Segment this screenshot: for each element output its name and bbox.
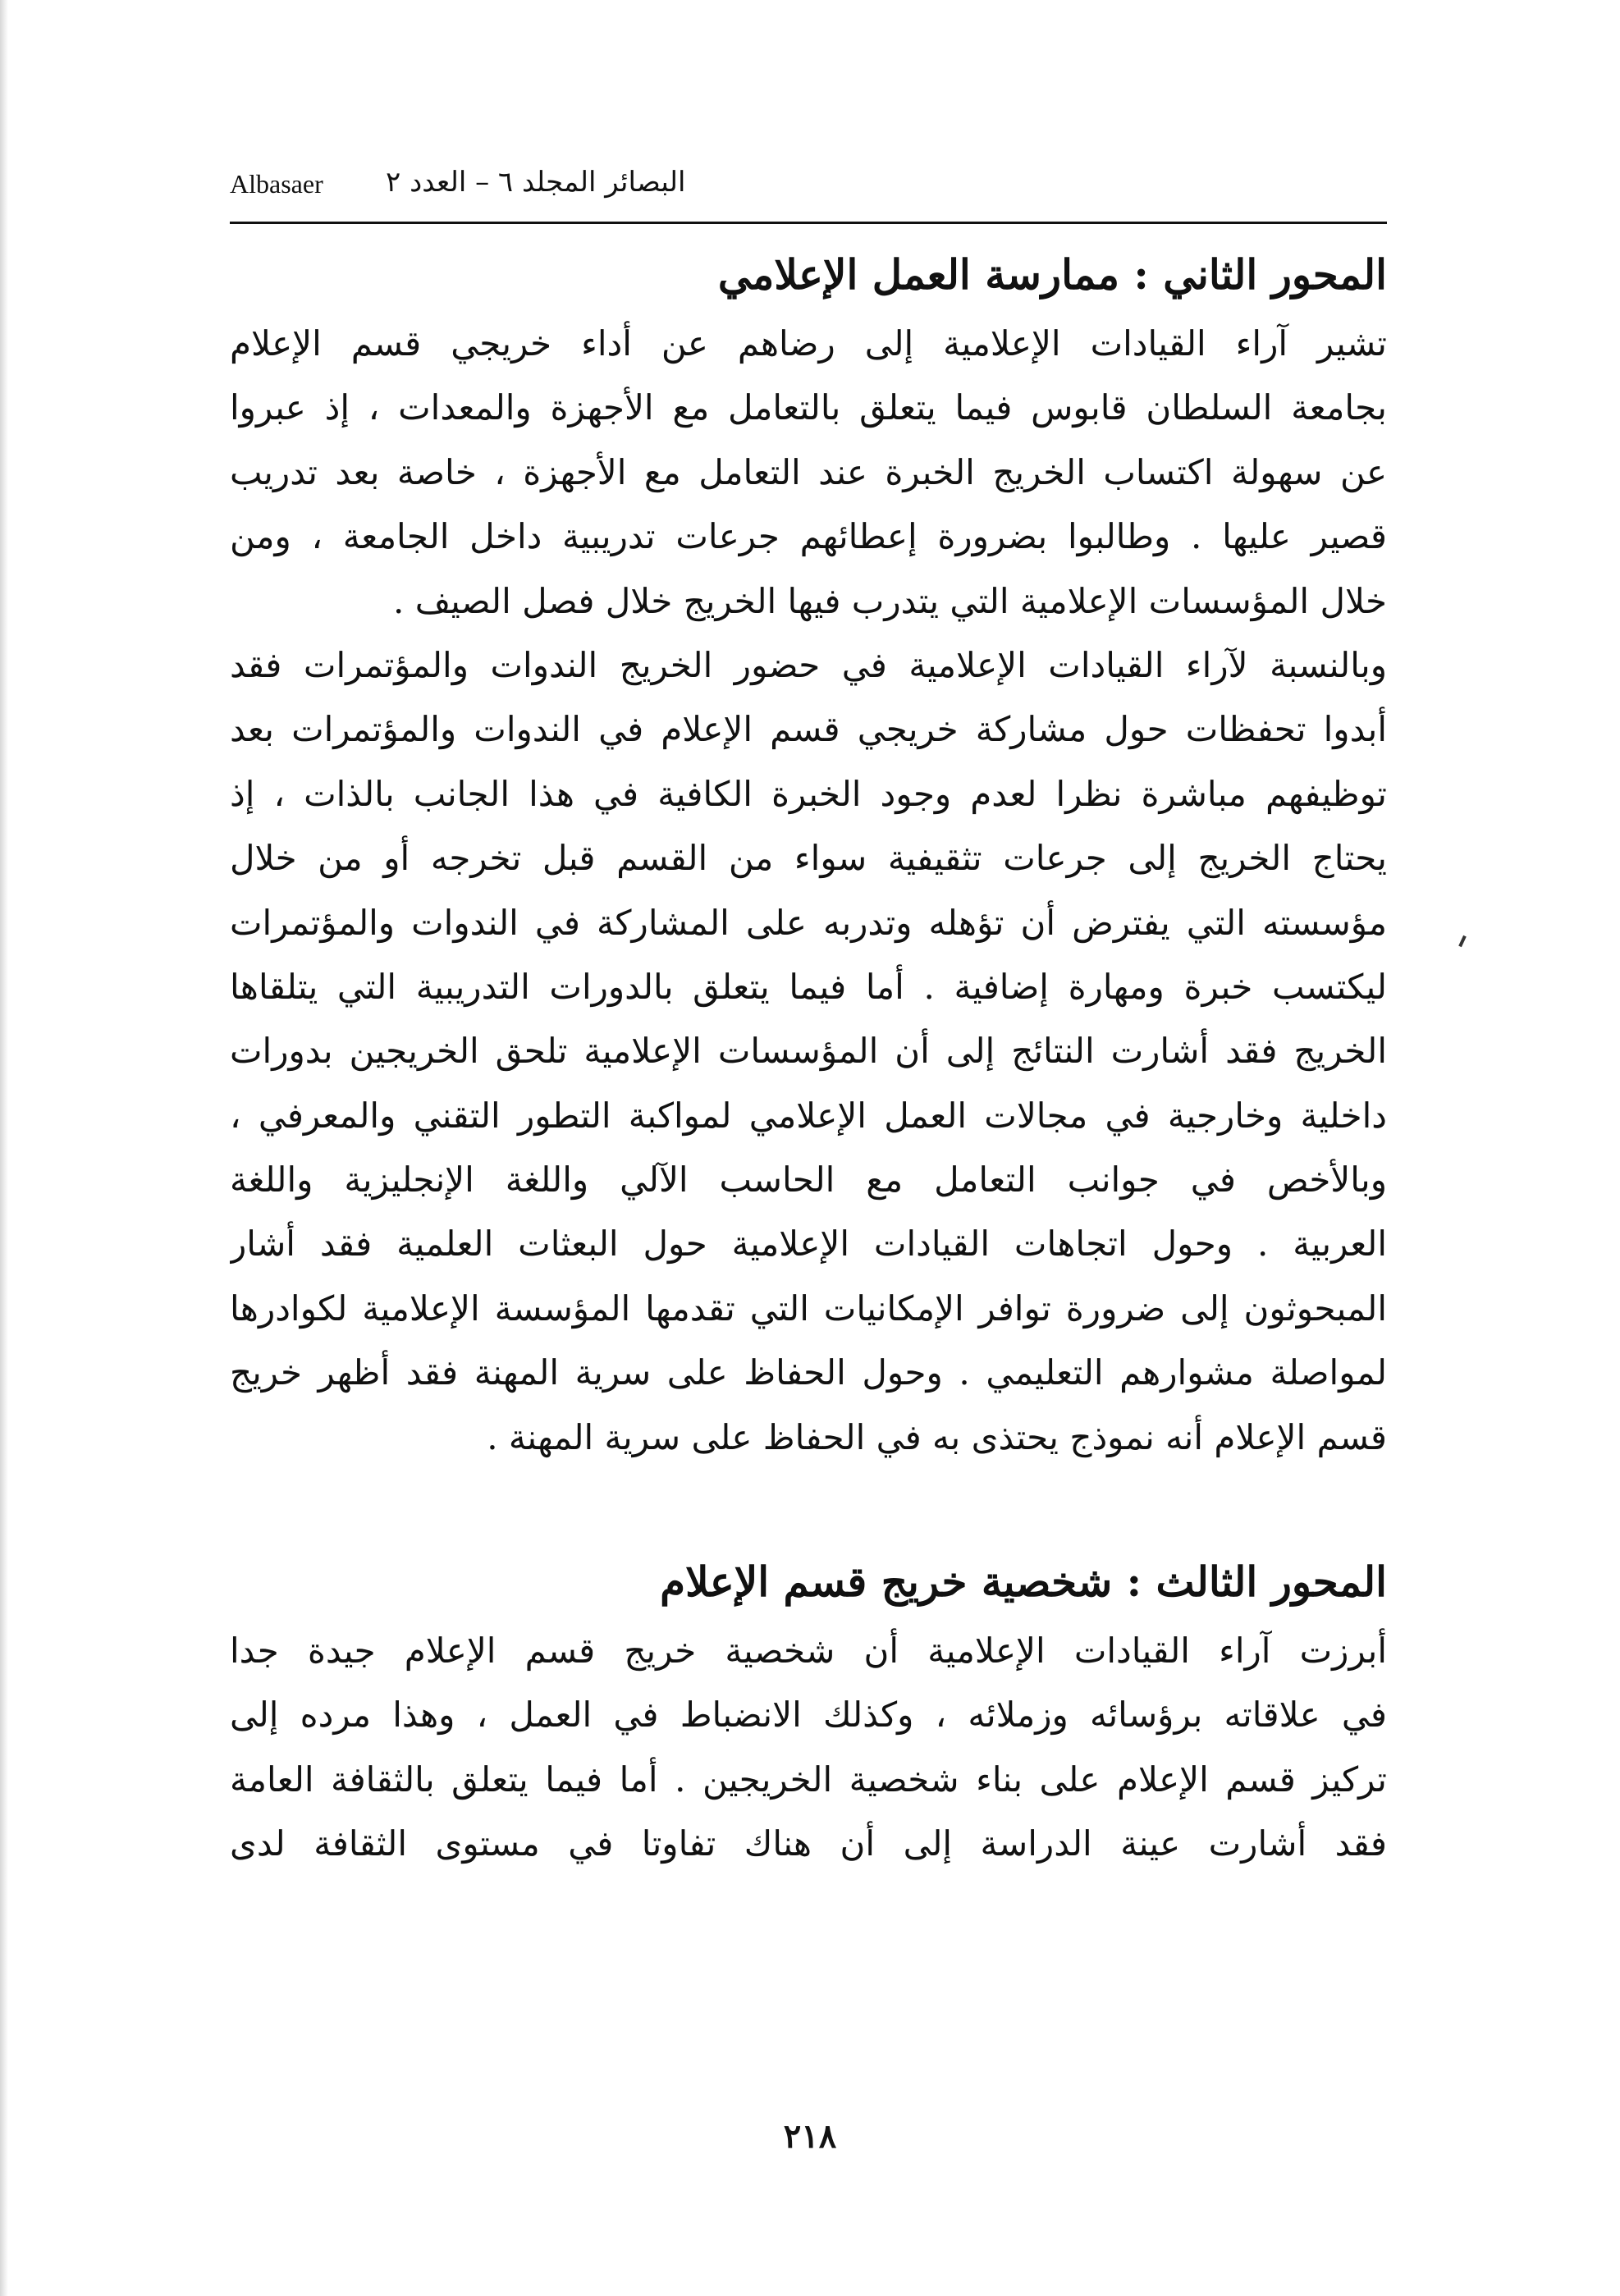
text-line: المبحوثون إلى ضرورة توافر الإمكانيات التي تقدمها المؤسسة الإعلامية لكوادرها <box>230 1287 1387 1329</box>
header-divider <box>230 222 1387 224</box>
text-line: وبالنسبة لآراء القيادات الإعلامية في حضور الخريج الندوات والمؤتمرات فقد <box>230 644 1387 685</box>
text-line: قسم الإعلام أنه نموذج يحتذى به في الحفاظ على سرية المهنة . <box>487 1416 1387 1457</box>
text-line: بجامعة السلطان قابوس فيما يتعلق بالتعامل مع الأجهزة والمعدات ، إذ عبروا <box>230 387 1387 428</box>
text-line: داخلية وخارجية في مجالات العمل الإعلامي لمواكبة التطور التقني والمعرفي ، <box>230 1095 1387 1136</box>
text-line: تركيز قسم الإعلام على بناء شخصية الخريجين . أما فيما يتعلق بالثقافة العامة <box>230 1759 1387 1800</box>
text-line: عن سهولة اكتساب الخريج الخبرة عند التعامل مع الأجهزة ، خاصة بعد تدريب <box>230 451 1387 492</box>
section-gap <box>230 1470 1387 1545</box>
section-2-paragraph <box>230 312 1387 1470</box>
scan-edge <box>0 0 8 2296</box>
text-line: أبدوا تحفظات حول مشاركة خريجي قسم الإعلام في الندوات والمؤتمرات بعد <box>230 709 1387 750</box>
page-body <box>230 238 1387 1877</box>
text-line: مؤسسته التي يفترض أن تؤهله وتدربه على المشاركة في الندوات والمؤتمرات <box>230 902 1387 943</box>
text-line: توظيفهم مباشرة نظرا لعدم وجود الخبرة الكافية في هذا الجانب بالذات ، إذ <box>230 773 1387 814</box>
text-line: يحتاج الخريج إلى جرعات تثقيفية سواء من القسم قبل تخرجه أو من خلال <box>230 838 1387 879</box>
text-line: العربية . وحول اتجاهات القيادات الإعلامية حول البعثات العلمية فقد أشار <box>230 1223 1387 1265</box>
page-number: ٢١٨ <box>783 2117 837 2156</box>
text-line: تشير آراء القيادات الإعلامية إلى رضاهم عن أداء خريجي قسم الإعلام <box>230 323 1387 364</box>
journal-name-latin: Albasaer <box>230 169 323 199</box>
text-line: قصير عليها . وطالبوا بضرورة إعطائهم جرعات تدريبية داخل الجامعة ، ومن <box>230 516 1387 557</box>
journal-name-arabic: البصائر المجلد ٦ – العدد ٢ <box>386 166 686 199</box>
text-line: لمواصلة مشوارهم التعليمي . وحول الحفاظ على سرية المهنة فقد أظهر خريج <box>230 1352 1387 1393</box>
text-line: وبالأخص في جوانب التعامل مع الحاسب الآلي واللغة الإنجليزية واللغة <box>230 1159 1387 1201</box>
section-2-title: المحور الثاني : ممارسة العمل الإعلامي <box>717 250 1387 299</box>
text-line: ليكتسب خبرة ومهارة إضافية . أما فيما يتعلق بالدورات التدريبية التي يتلقاها <box>230 966 1387 1007</box>
text-line: فقد أشارت عينة الدراسة إلى أن هناك تفاوتا في مستوى الثقافة لدى <box>230 1823 1387 1864</box>
scan-speck <box>1458 935 1467 947</box>
text-line: الخريج فقد أشارت النتائج إلى أن المؤسسات الإعلامية تلحق الخريجين بدورات <box>230 1031 1387 1072</box>
text-line: في علاقاته برؤسائه وزملائه ، وكذلك الانضباط في العمل ، وهذا مرده إلى <box>230 1695 1387 1736</box>
section-3-paragraph <box>230 1619 1387 1877</box>
section-3-title: المحور الثالث : شخصية خريج قسم الإعلام <box>660 1557 1387 1607</box>
text-line: خلال المؤسسات الإعلامية التي يتدرب فيها الخريج خلال فصل الصيف . <box>393 580 1387 621</box>
running-header <box>230 164 1387 213</box>
text-line: أبرزت آراء القيادات الإعلامية أن شخصية خريج قسم الإعلام جيدة جدا <box>230 1631 1387 1672</box>
